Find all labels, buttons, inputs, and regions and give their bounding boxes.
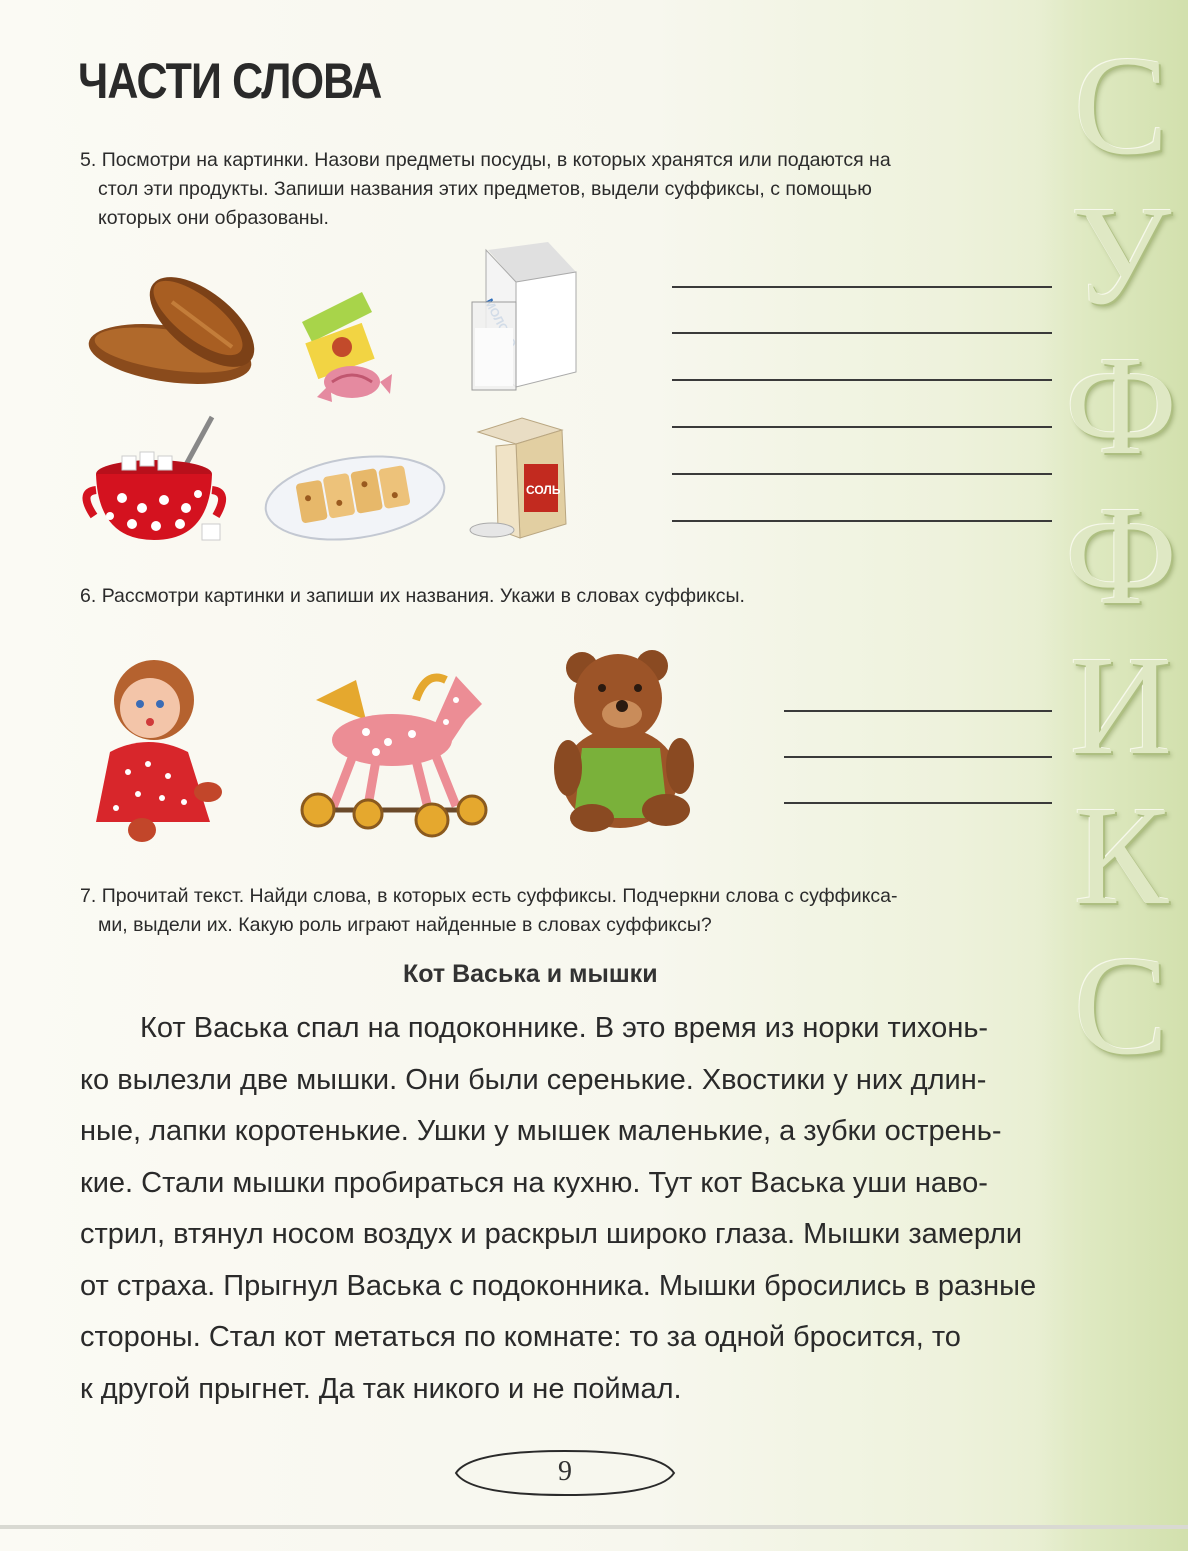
- story-text: [80, 1003, 1052, 1415]
- answer-line[interactable]: [672, 520, 1052, 522]
- story-line: ные, лапки коротенькие. Ушки у мышек маленькие, а зубки острень-: [80, 1115, 1002, 1147]
- salt-box-image: [468, 412, 588, 546]
- task-number: 6.: [80, 585, 97, 607]
- task-text-line: Посмотри на картинки. Назови предметы посуды, в которых хранятся или подаются на: [101, 149, 891, 171]
- cake-plate-image: [262, 442, 448, 546]
- answer-line[interactable]: [784, 802, 1052, 804]
- side-letter: К: [1073, 776, 1169, 934]
- story-line: кие. Стали мышки пробираться на кухню. Тут кот Васька уши наво-: [80, 1166, 988, 1199]
- teddy-bear-image: [552, 648, 702, 832]
- task-number: 5.: [80, 149, 97, 171]
- page-number: 9: [558, 1456, 572, 1487]
- footer-divider: [0, 1525, 1188, 1529]
- story-line: к другой прыгнет. Да так никого и не поймал.: [80, 1372, 682, 1405]
- side-banner: [1038, 0, 1188, 1551]
- side-letter: С: [1073, 26, 1169, 184]
- side-letter: С: [1073, 926, 1169, 1084]
- side-letter: Ф: [1064, 476, 1178, 634]
- side-banner-word: [1062, 26, 1180, 1084]
- answer-line[interactable]: [672, 473, 1052, 475]
- salt-box-label: СОЛЬ: [526, 483, 561, 497]
- story-title: Кот Васька и мышки: [403, 960, 658, 988]
- task-text-line: стол эти продукты. Запиши названия этих предметов, выдели суффиксы, с помощью: [98, 178, 872, 200]
- story-line: ко вылезли две мышки. Они были серенькие. Хвостики у них длин-: [80, 1063, 987, 1096]
- task-number: 7.: [80, 885, 97, 907]
- task-text-line: Прочитай текст. Найди слова, в которых есть суффиксы. Подчеркни слова с суффикса-: [101, 885, 898, 907]
- story-line: Кот Васька спал на подоконнике. В это время из норки тихонь-: [140, 1012, 989, 1044]
- side-letter: У: [1070, 176, 1172, 334]
- doll-image: [88, 652, 230, 844]
- task-6-instructions: [80, 582, 1055, 611]
- answer-line[interactable]: [672, 332, 1052, 334]
- story-line: от страха. Прыгнул Васька с подоконника. Мышки бросились в разные: [80, 1269, 1037, 1302]
- answer-line[interactable]: [784, 756, 1052, 758]
- milk-carton-image: [466, 242, 582, 392]
- task-text-line: которых они образованы.: [98, 207, 329, 229]
- bread-loaves-image: [82, 272, 262, 402]
- task-text-line: ми, выдели их. Какую роль играют найденные в словах суффиксы?: [98, 914, 712, 936]
- page-title: ЧАСТИ СЛОВА: [78, 53, 382, 109]
- task-7-instructions: [80, 882, 1055, 940]
- toy-horse-image: [296, 660, 492, 842]
- task-text-line: Рассмотри картинки и запиши их названия. Укажи в словах суффиксы.: [101, 585, 745, 607]
- answer-line[interactable]: [672, 379, 1052, 381]
- answer-line[interactable]: [672, 426, 1052, 428]
- side-letter: И: [1069, 626, 1173, 784]
- task-5-instructions: [80, 146, 1055, 233]
- side-letter: Ф: [1064, 326, 1178, 484]
- page-number-badge: [450, 1448, 680, 1498]
- candies-image: [292, 282, 402, 422]
- sugar-bowl-image: [82, 412, 252, 552]
- answer-line[interactable]: [672, 286, 1052, 288]
- story-line: стрил, втянул носом воздух и раскрыл широко глаза. Мышки замерли: [80, 1218, 1023, 1250]
- story-line: стороны. Стал кот метаться по комнате: то за одной бросится, то: [80, 1321, 961, 1353]
- answer-line[interactable]: [784, 710, 1052, 712]
